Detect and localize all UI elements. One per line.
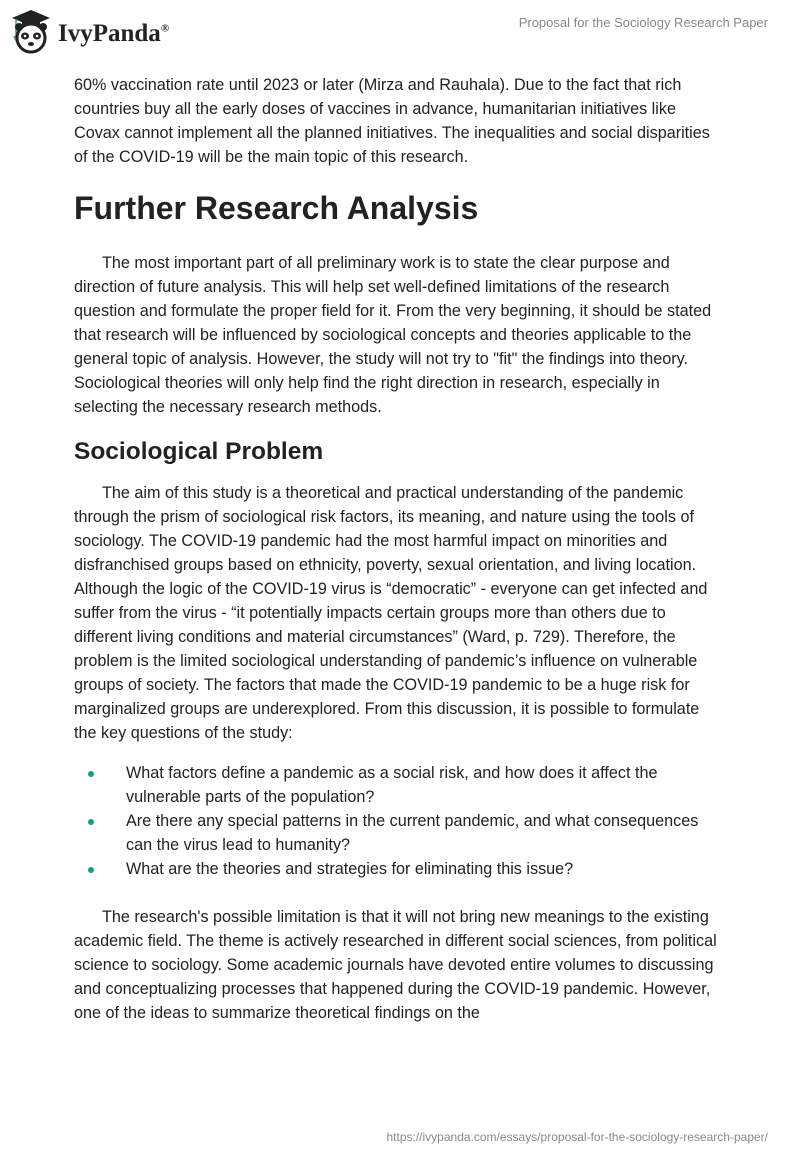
list-item-text: Are there any special patterns in the current pandemic, and what consequences can the virus lead to humanity?: [126, 812, 699, 854]
page-header: [0, 0, 800, 60]
bullet-icon: [88, 867, 94, 873]
list-item: [74, 857, 726, 881]
source-url[interactable]: https://ivypanda.com/essays/proposal-for-the-sociology-research-paper/: [386, 1130, 768, 1144]
heading-sociological-problem: Sociological Problem: [74, 438, 324, 465]
bullet-icon: [88, 771, 94, 777]
list-item-text: What factors define a pandemic as a social risk, and how does it affect the vulnerable parts of the population?: [126, 764, 658, 806]
paragraph-research-analysis: The most important part of all preliminary work is to state the clear purpose and direction of future analysis. This will help set well-defined limitations of the research question and formulate the proper field for it. From the very beginning, it should be stated that research will be influenced by sociological concepts and theories applicable to the general topic of analysis. However, the study will not try to "fit" the findings into theory. Sociological theories will only help find the right direction in research, especially in selecting the necessary research methods.: [74, 254, 712, 416]
list-item: [74, 809, 726, 857]
list-item: [74, 761, 726, 809]
key-questions-list: [74, 761, 726, 881]
panda-graduate-icon: [10, 8, 52, 54]
bullet-icon: [88, 819, 94, 825]
article-body: [74, 73, 726, 1025]
intro-paragraph: 60% vaccination rate until 2023 or later (Mirza and Rauhala). Due to the fact that rich countries buy all the early doses of vaccines in advance, humanitarian initiatives like Covax cannot implement all the planned initiatives. The inequalities and social disparities of the COVID-19 will be the main topic of this research.: [74, 76, 710, 166]
paragraph-sociological-problem: The aim of this study is a theoretical and practical understanding of the pandemic through the prism of sociological risk factors, its meaning, and nature using the tools of sociology. The COVID-19 pandemic had the most harmful impact on minorities and disfranchised groups based on ethnicity, poverty, sexual orientation, and living location. Although the logic of the COVID-19 virus is “democratic” - everyone can get infected and suffer from the virus - “it potentially impacts certain groups more than others due to different living conditions and material circumstances” (Ward, p. 729). Therefore, the problem is the limited sociological understanding of pandemic’s influence on vulnerable groups of society. The factors that made the COVID-19 pandemic to be a huge risk for marginalized groups are underexplored. From this discussion, it is possible to formulate the key questions of the study:: [74, 484, 708, 742]
ivypanda-logo[interactable]: [10, 8, 169, 54]
registered-mark: ®: [160, 22, 170, 35]
document-title: Proposal for the Sociology Research Paper: [518, 15, 768, 30]
brand-name: IvyPanda: [58, 20, 161, 47]
paragraph-limitations: The research's possible limitation is that it will not bring new meanings to the existing academic field. The theme is actively researched in different social sciences, from political science to sociology. Some academic journals have devoted entire volumes to discussing and conceptualizing processes that happened during the COVID-19 pandemic. However, one of the ideas to summarize theoretical findings on the: [74, 908, 717, 1022]
list-item-text: What are the theories and strategies for eliminating this issue?: [126, 860, 574, 878]
heading-further-research-analysis: Further Research Analysis: [74, 190, 479, 226]
